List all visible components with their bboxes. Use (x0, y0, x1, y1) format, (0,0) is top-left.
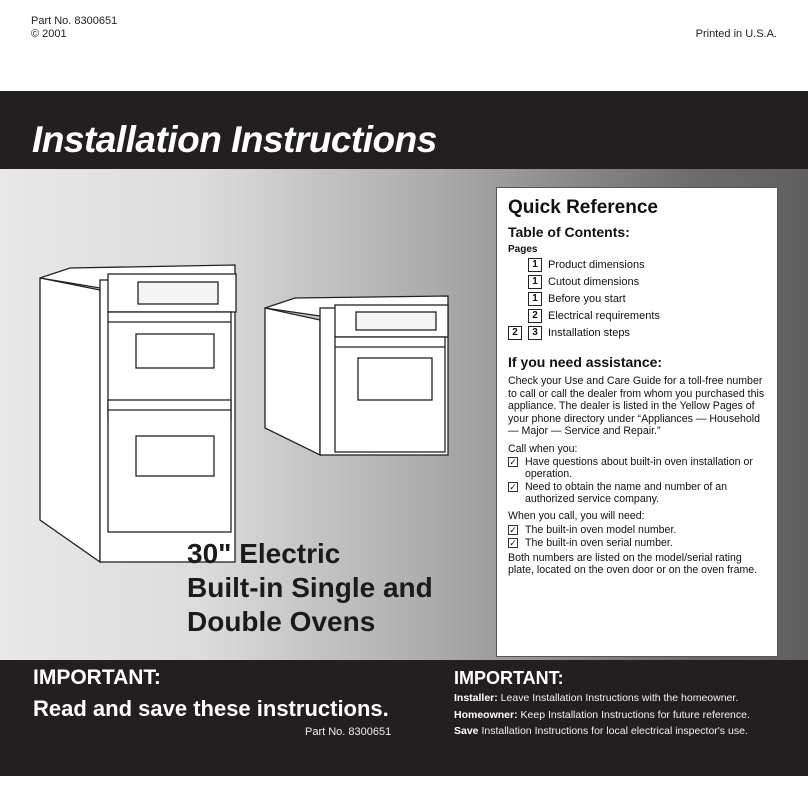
footer-banner (0, 660, 808, 776)
toc-item[interactable] (508, 274, 766, 291)
copyright: © 2001 (31, 28, 67, 40)
installer-note (454, 692, 738, 704)
header-left (31, 15, 117, 41)
double-oven-icon (40, 265, 236, 562)
toc-item-label: Cutout dimensions (548, 276, 640, 288)
printed-in: Printed in U.S.A. (695, 28, 777, 40)
page-number-box: 2 (528, 309, 542, 323)
toc-item-label: Before you start (548, 293, 626, 305)
page-number-box: 1 (528, 275, 542, 289)
checkbox-icon: ✓ (509, 524, 517, 535)
checklist-item (508, 456, 766, 480)
page-title: Installation Instructions (32, 119, 437, 160)
save-text: Installation Instructions for local electrical inspector's use. (478, 725, 748, 737)
footer-part-number: Part No. 8300651 (305, 726, 392, 738)
checklist-text: The built-in oven serial number. (525, 536, 673, 549)
save-note (454, 725, 748, 737)
page-number-box: 3 (528, 326, 542, 340)
call-when-label: Call when you: (508, 442, 578, 455)
page-number-box: 1 (528, 292, 542, 306)
when-call-label: When you call, you will need: (508, 510, 645, 522)
toc-item[interactable] (508, 257, 766, 274)
checklist-text: Need to obtain the name and number of an authorized service company. (525, 481, 728, 505)
homeowner-text: Keep Installation Instructions for future reference. (517, 709, 750, 721)
save-label: Save (454, 725, 479, 737)
installer-text: Leave Installation Instructions with the homeowner. (497, 692, 739, 704)
toc-item[interactable] (508, 291, 766, 308)
toc-item-label: Electrical requirements (548, 310, 660, 322)
quick-reference-panel (496, 187, 778, 657)
single-oven-icon (265, 296, 448, 455)
checklist-text: Have questions about built-in oven installation or operation. (525, 456, 753, 480)
part-number: Part No. 8300651 (31, 15, 118, 27)
toc-title: Table of Contents: (508, 224, 630, 240)
page-number-box: 2 (508, 326, 522, 340)
oven-illustration (30, 250, 450, 570)
homeowner-label: Homeowner: (454, 709, 518, 721)
both-numbers-note: Both numbers are listed on the model/serial rating plate, located on the oven door or on the oven frame. (508, 551, 758, 576)
important-heading-right: IMPORTANT: (454, 668, 564, 688)
toc-item-label: Installation steps (548, 327, 630, 339)
installer-label: Installer: (454, 692, 498, 704)
checklist-item (508, 537, 766, 549)
important-heading-left: IMPORTANT: (33, 666, 161, 689)
homeowner-note (454, 709, 750, 721)
checkbox-icon: ✓ (509, 457, 517, 467)
pages-label: Pages (508, 244, 538, 255)
product-title-line: Built-in Single and (187, 572, 433, 603)
checklist-text: The built-in oven model number. (525, 523, 677, 536)
product-title-line: Double Ovens (187, 606, 376, 637)
checkbox-icon: ✓ (509, 482, 517, 492)
checklist-item (508, 524, 766, 536)
title-banner (0, 91, 808, 169)
page-number-box: 1 (528, 258, 542, 272)
checkbox-icon: ✓ (509, 537, 517, 548)
toc-item[interactable] (508, 308, 766, 325)
quick-reference-title: Quick Reference (508, 197, 658, 218)
assistance-text: Check your Use and Care Guide for a toll-free number to call or call the dealer from whom you purchased this appliance. The dealer is listed in the Yellow Pages of your phone directory under “Appliances — Household — Major — Service and Repair.” (508, 375, 765, 437)
product-title (187, 537, 433, 639)
checklist-item (508, 481, 766, 505)
toc-item-label: Product dimensions (548, 259, 645, 271)
toc-item[interactable] (508, 325, 766, 342)
read-save-notice: Read and save these instructions. (33, 696, 389, 721)
table-of-contents (508, 257, 766, 342)
assistance-title: If you need assistance: (508, 354, 663, 370)
product-title-line: 30" Electric (187, 538, 341, 569)
